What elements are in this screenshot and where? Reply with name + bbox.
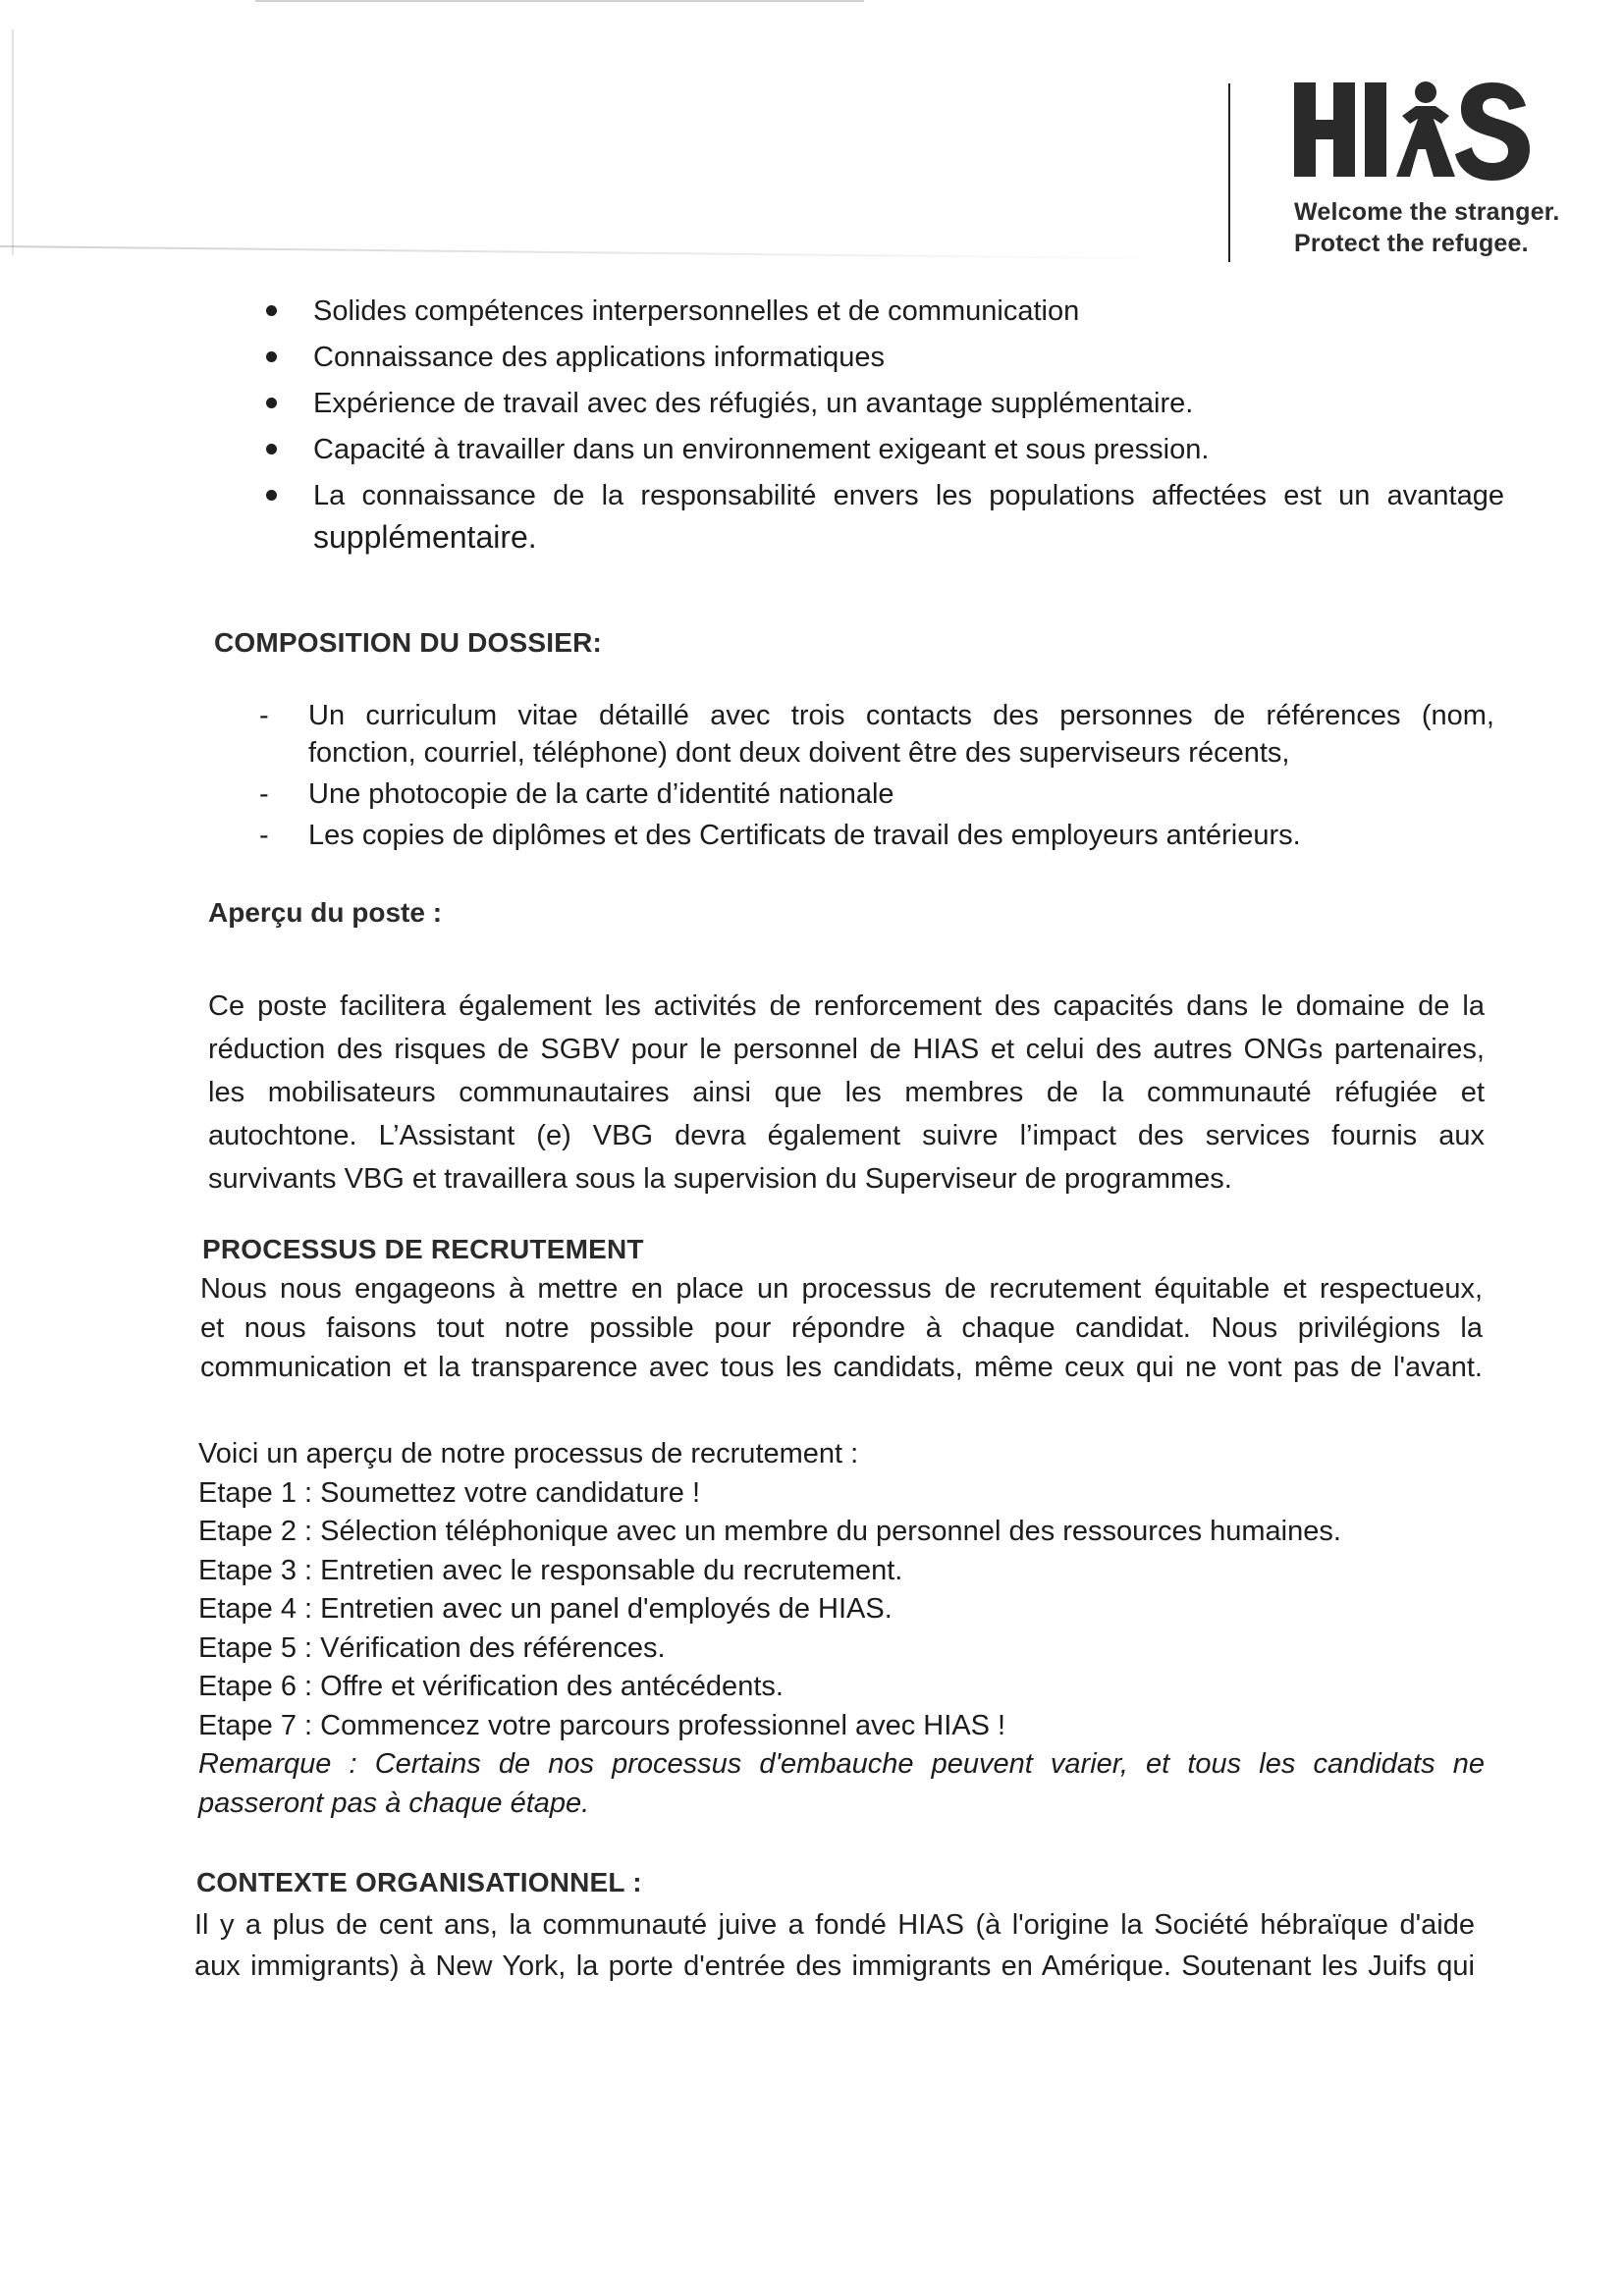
dash-marker: -: [259, 700, 269, 731]
list-item-text: Une photocopie de la carte d’identité nationale: [308, 778, 894, 810]
paragraph-line: les mobilisateurs communautaires ainsi que les membres de la communauté réfugiée et: [208, 1077, 1485, 1108]
hias-logo-mark: [1294, 77, 1536, 187]
list-item-text: Connaissance des applications informatiques: [313, 342, 885, 373]
bullet-icon: [266, 444, 277, 454]
step-item: Etape 3 : Entretien avec le responsable du recrutement.: [198, 1554, 903, 1586]
list-item-text: Solides compétences interpersonnelles et de communication: [313, 295, 1080, 327]
list-item-text: Expérience de travail avec des réfugiés, un avantage supplémentaire.: [313, 388, 1194, 419]
step-item: Etape 4 : Entretien avec un panel d'employés de HIAS.: [198, 1593, 893, 1625]
dash-marker: -: [259, 820, 269, 851]
paragraph-line: et nous faisons tout notre possible pour répondre à chaque candidat. Nous privilégions la: [200, 1312, 1483, 1344]
remark-note: [198, 1745, 1485, 1823]
list-item: [257, 385, 1504, 422]
list-item-text: Un curriculum vitae détaillé avec trois contacts des personnes de références (nom,: [308, 700, 1494, 731]
section-heading-recrutement: PROCESSUS DE RECRUTEMENT: [202, 1234, 644, 1264]
bullet-icon: [266, 351, 277, 362]
list-item-text-continued: fonction, courriel, téléphone) dont deux doivent être des superviseurs récents,: [308, 737, 1290, 769]
section-heading-dossier: COMPOSITION DU DOSSIER:: [214, 627, 603, 658]
logo-tagline: [1294, 196, 1559, 259]
apercu-paragraph: [208, 985, 1485, 1201]
logo-divider: [1228, 83, 1230, 262]
step-item: Etape 7 : Commencez votre parcours professionnel avec HIAS !: [198, 1709, 1006, 1741]
hias-logo: [1294, 77, 1559, 259]
list-item-text: Les copies de diplômes et des Certificats de travail des employeurs antérieurs.: [308, 820, 1301, 851]
list-item: [257, 697, 1494, 772]
section-heading-contexte: CONTEXTE ORGANISATIONNEL :: [196, 1867, 642, 1897]
list-item: [257, 431, 1504, 468]
list-item-text: Capacité à travailler dans un environnement exigeant et sous pression.: [313, 434, 1210, 465]
recruitment-steps: [198, 1435, 1485, 1823]
list-item-text: La connaissance de la responsabilité envers les populations affectées est un avantage: [313, 480, 1504, 511]
list-item: [257, 477, 1504, 556]
paragraph-line: communication et la transparence avec tous les candidats, même ceux qui ne vont pas de l'avant.: [200, 1352, 1483, 1383]
logo-tagline-line-1: Welcome the stranger.: [1294, 198, 1560, 226]
bullet-icon: [266, 305, 277, 316]
paper-fold-line: [0, 245, 1178, 260]
scan-edge: [12, 29, 14, 255]
recrutement-paragraph: [200, 1269, 1483, 1387]
step-item: Etape 2 : Sélection téléphonique avec un membre du personnel des ressources humaines.: [198, 1516, 1341, 1547]
list-item: [257, 775, 1494, 813]
paragraph-line: réduction des risques de SGBV pour le personnel de HIAS et celui des autres ONGs partenaires,: [208, 1034, 1485, 1065]
paragraph-line: Nous nous engageons à mettre en place un processus de recrutement équitable et respectueux,: [200, 1273, 1483, 1305]
scan-edge: [255, 0, 864, 2]
skills-list: [257, 293, 1504, 564]
paragraph-line: aux immigrants) à New York, la porte d'entrée des immigrants en Amérique. Soutenant les Juifs qui: [194, 1950, 1475, 1982]
list-item: [257, 293, 1504, 330]
step-item: Etape 5 : Vérification des références.: [198, 1631, 666, 1664]
paragraph-line: autochtone. L’Assistant (e) VBG devra également suivre l’impact des services fournis aux: [208, 1120, 1485, 1151]
paragraph-line: survivants VBG et travaillera sous la supervision du Superviseur de programmes.: [208, 1163, 1232, 1195]
list-item: [257, 339, 1504, 376]
list-item: [257, 817, 1494, 854]
remark-line: Remarque : Certains de nos processus d'embauche peuvent varier, et tous les candidats ne: [198, 1748, 1485, 1780]
list-item-continuation: supplémentaire.: [313, 519, 537, 555]
step-item: Etape 6 : Offre et vérification des antécédents.: [198, 1671, 784, 1702]
logo-tagline-line-2: Protect the refugee.: [1294, 230, 1529, 257]
remark-line: passeront pas à chaque étape.: [198, 1787, 590, 1819]
steps-intro: Voici un aperçu de notre processus de recrutement :: [198, 1438, 859, 1469]
bullet-icon: [266, 398, 277, 408]
step-item: Etape 1 : Soumettez votre candidature !: [198, 1476, 701, 1509]
paragraph-line: Il y a plus de cent ans, la communauté juive a fondé HIAS (à l'origine la Société hébraïque d'aide: [194, 1909, 1475, 1941]
dossier-list: [257, 697, 1494, 858]
contexte-paragraph: [194, 1904, 1475, 1987]
paragraph-line: Ce poste facilitera également les activités de renforcement des capacités dans le domaine de la: [208, 990, 1485, 1022]
bullet-icon: [266, 490, 277, 501]
dash-marker: -: [259, 778, 269, 810]
section-heading-apercu: Aperçu du poste :: [208, 897, 443, 928]
